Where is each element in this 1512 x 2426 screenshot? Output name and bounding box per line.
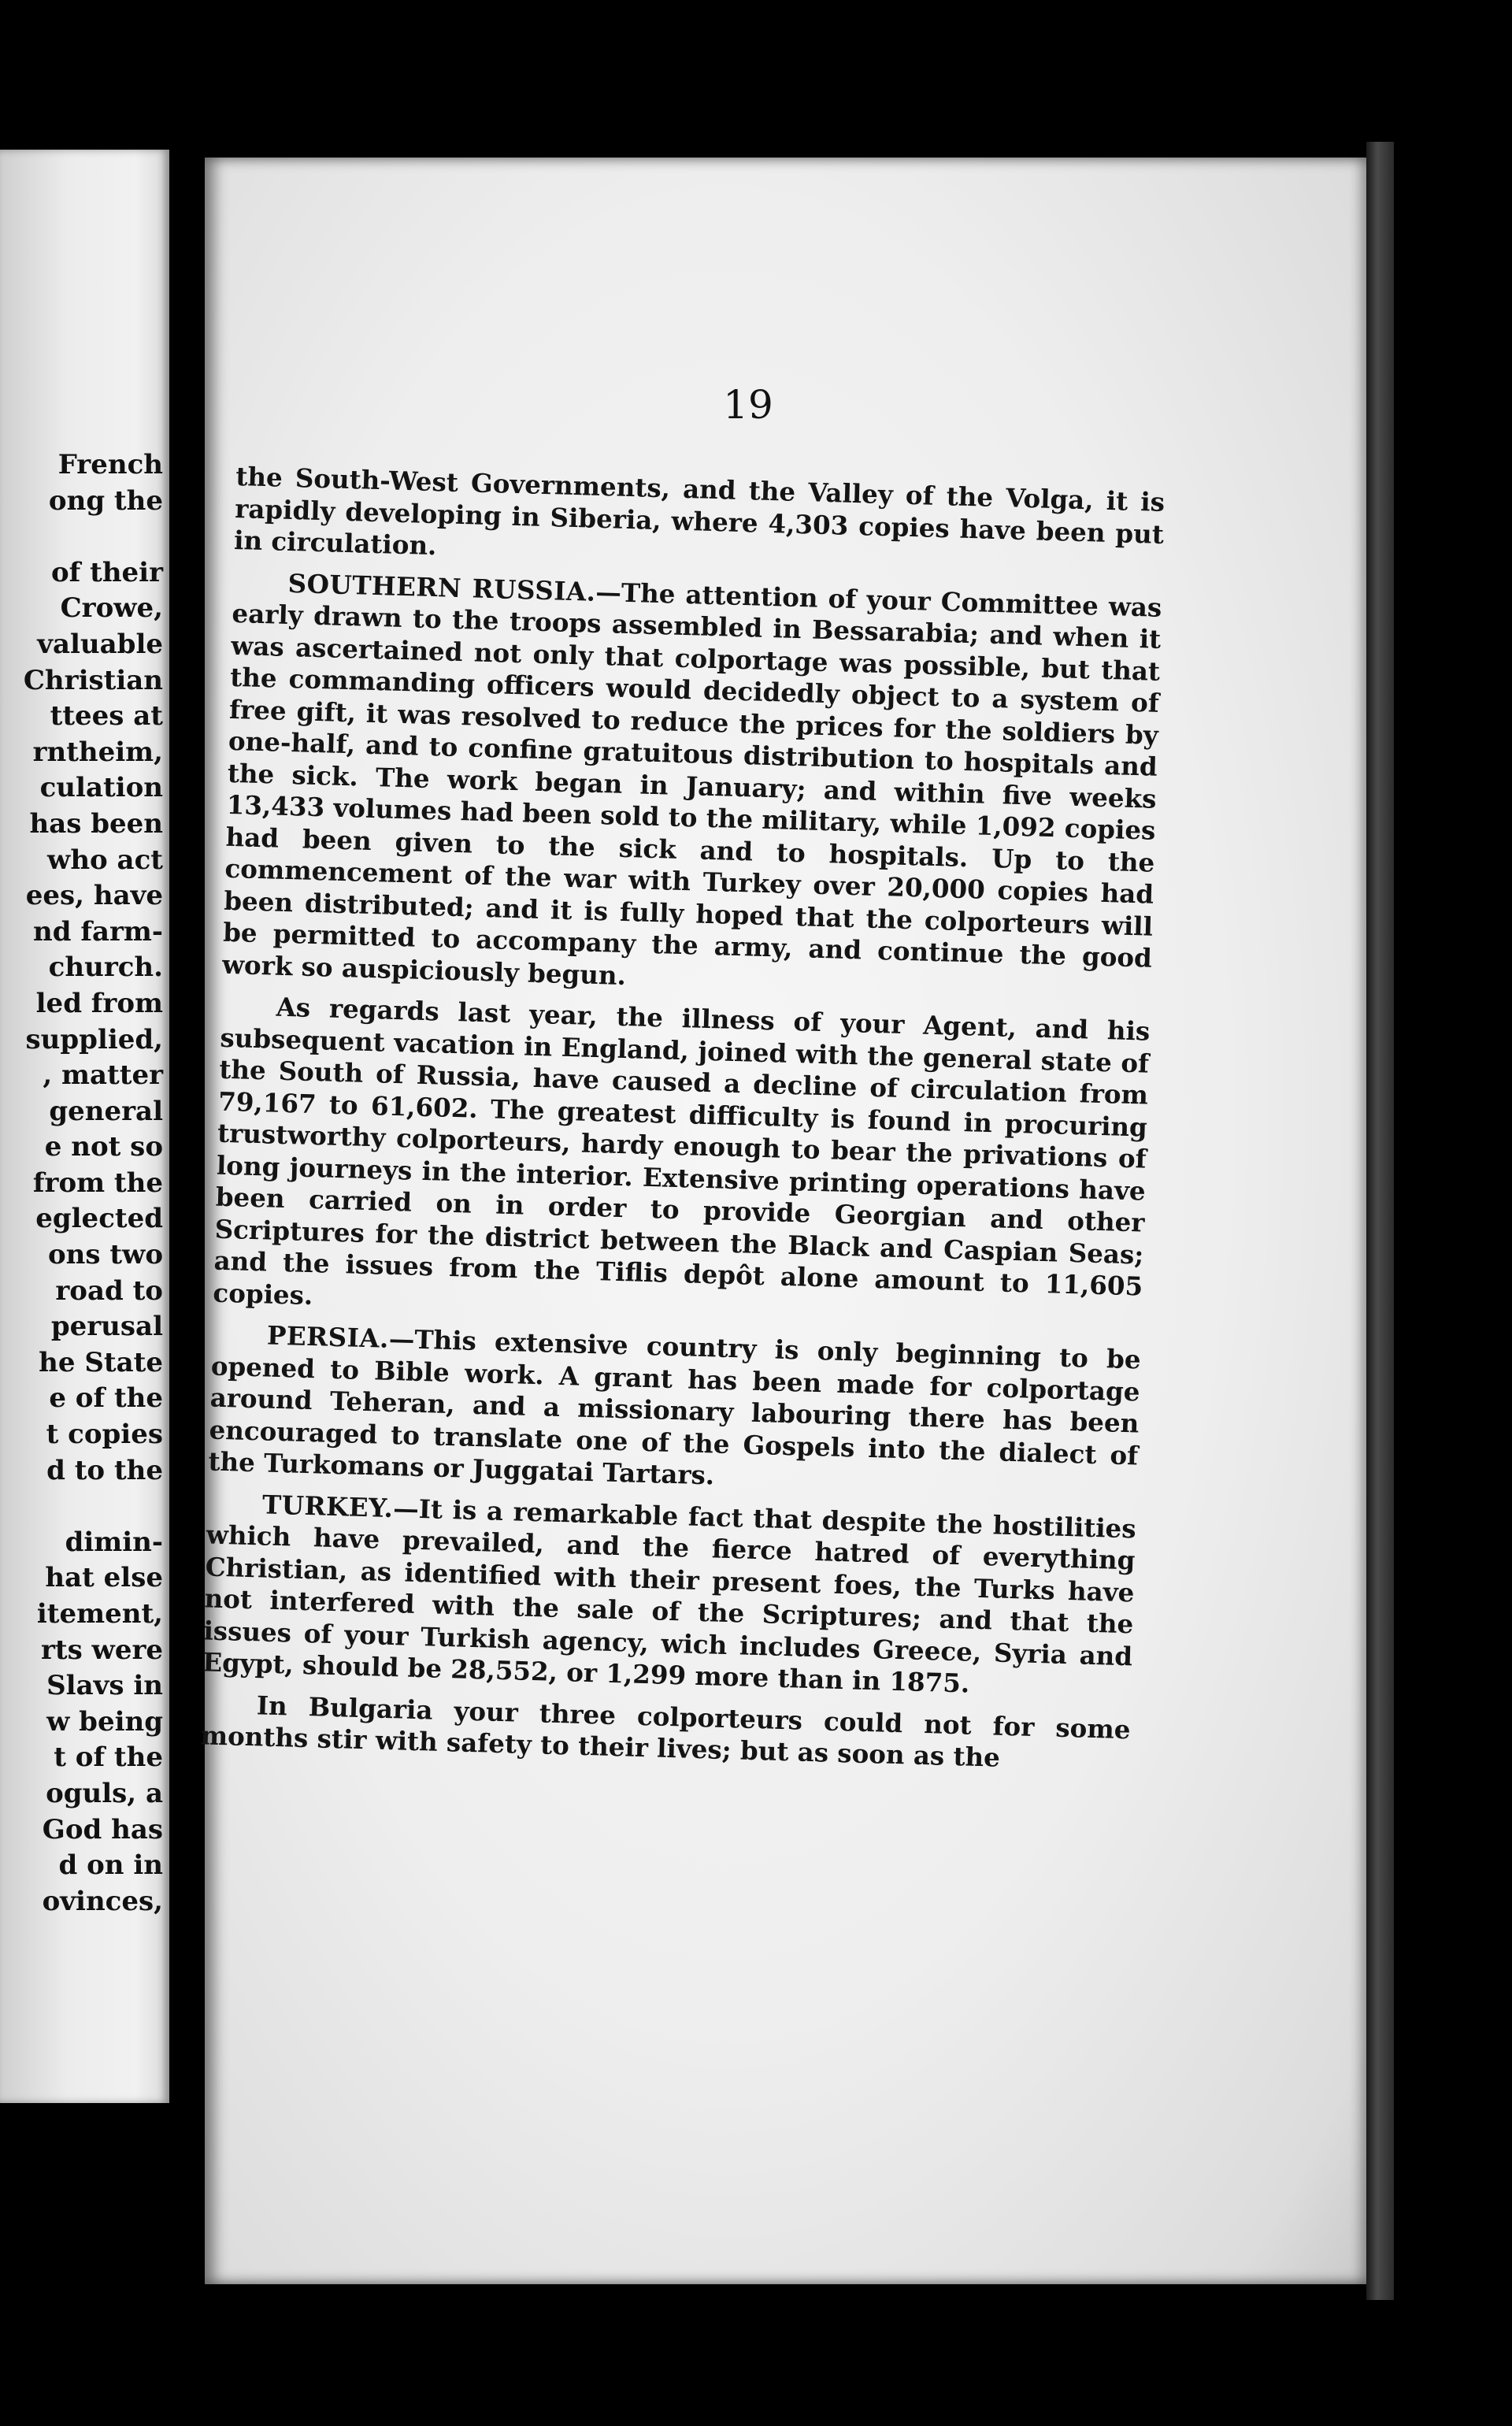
left-page-line: oguls, a <box>46 1777 163 1809</box>
left-page-line: Christian <box>23 664 163 696</box>
left-page-line: he State <box>39 1346 163 1378</box>
left-page-line: dimin- <box>65 1526 163 1558</box>
paragraph-text: the South-West Governments, and the Valley of the Volga, it is rapidly developing in Siberia, where 4,303 copies have been put in circulation. <box>233 461 1166 562</box>
left-page-line: Crowe, <box>60 592 163 625</box>
left-page-line: has been <box>29 807 163 840</box>
left-page-line: e of the <box>49 1382 163 1415</box>
left-page-line: of their <box>50 556 163 588</box>
left-page-line: ees, have <box>25 880 163 912</box>
left-page-line: eglected <box>35 1203 163 1235</box>
page-number: 19 <box>723 382 773 428</box>
left-page-line: ong the <box>48 484 163 517</box>
left-page-line: led from <box>35 987 163 1019</box>
left-page-line: e not so <box>44 1131 163 1163</box>
paragraph-last-year <box>213 990 1151 1335</box>
left-page-line: ovinces, <box>42 1885 163 1917</box>
left-page-line: general <box>49 1095 163 1127</box>
paragraph-southern-russia <box>222 566 1162 1006</box>
left-page-line: d on in <box>58 1849 163 1882</box>
body-text <box>200 461 1166 1787</box>
paragraph-text: —This extensive country is only beginning to be opened to Bible work. A grant has been made for colportage around Teheran, and a missionary labouring there has been encouraged to translate one of the Gospels into the dialect of the Turkomans or Juggatai Tartars. <box>207 1322 1142 1491</box>
left-page-line: , matter <box>43 1059 163 1092</box>
left-page-line: perusal <box>50 1311 163 1343</box>
main-page <box>200 158 1366 2284</box>
left-page-line: ttees at <box>50 700 163 733</box>
left-page-line: Slavs in <box>46 1670 163 1702</box>
section-heading-persia: PERSIA. <box>266 1319 390 1354</box>
paragraph-text: —The attention of your Committee was early drawn to the troops assembled in Bessarabia; and when it was ascertained not only that colportage was possible, but that the commanding officers would decidedly object to a system of free gift, it was resolved to reduce the prices for the soldiers by one-half, and to confine gratuitous distribution to hospitals and the sick. The work began in January; and within five weeks 13,433 volumes had been sold to the military, while 1,092 copies had been given to the sick and to hospitals. Up to the commencement of the war with Turkey over 20,000 copies had been distributed; and it is fully hoped that the colporteurs will be permitted to accompany the army, and continue the good work so auspiciously begun. <box>221 576 1162 991</box>
left-page-line: church. <box>48 951 163 984</box>
paragraph-text: In Bulgaria your three colporteurs could not for some months stir with safety to their lives; but as soon as the <box>200 1689 1132 1773</box>
left-page-line: nd farm- <box>33 915 163 948</box>
left-page-line: valuable <box>37 628 163 660</box>
paragraph-text: As regards last year, the illness of your Agent, and his subsequent vacation in England, joined with the general state of the South of Russia, have caused a decline of circulation from 79,167 to 61,602. The greatest difficulty is found in procuring trustworthy colporteurs, hardy enough to bear the privations of long journeys in the interior. Extensive printing operations have been carried on in order to provide Georgian and other Scriptures for the district between the Black and Caspian Seas; and the issues from the Tiflis depôt alone amount to 11,605 copies. <box>212 991 1151 1311</box>
left-page-line: French <box>57 449 163 480</box>
left-page-line: hat else <box>45 1562 163 1594</box>
left-page-line: who act <box>47 844 163 876</box>
left-facing-page <box>0 150 169 2103</box>
left-page-line <box>0 519 163 555</box>
left-page-line: road to <box>55 1274 163 1307</box>
left-page-text-fragments <box>0 447 163 1920</box>
left-page-line: God has <box>42 1813 163 1845</box>
scan-background <box>1394 0 1512 2426</box>
left-page-line: itement, <box>36 1598 163 1630</box>
paragraph-text: —It is a remarkable fact that despite the hostilities which have prevailed, and the fierce hatred of everything Christian, as identified with their present foes, the Turks have not interfered with the sale of the Scriptures; and that the issues of your Turkish agency, wich includes Greece, Syria and Egypt, should be 28,552, or 1,299 more than in 1875. <box>202 1492 1137 1699</box>
left-page-line: ons two <box>47 1239 163 1271</box>
left-page-line: culation <box>39 772 163 804</box>
left-page-line: d to the <box>46 1454 163 1486</box>
left-page-line <box>0 1489 163 1525</box>
paragraph-turkey <box>202 1487 1136 1705</box>
left-page-line: rts were <box>40 1634 163 1666</box>
left-page-line: t copies <box>46 1419 163 1451</box>
left-page-line: w being <box>46 1705 163 1738</box>
book-gutter <box>169 134 205 2150</box>
book-fore-edge <box>1366 142 1394 2300</box>
left-page-line: from the <box>32 1167 163 1199</box>
paragraph-bulgaria <box>200 1688 1131 1778</box>
paragraph-persia <box>208 1319 1141 1504</box>
left-page-line: supplied, <box>25 1023 163 1055</box>
left-page-line: rntheim, <box>32 736 163 768</box>
section-heading-southern-russia: SOUTHERN RUSSIA. <box>287 567 597 607</box>
paragraph-1 <box>234 461 1166 582</box>
section-heading-turkey: TURKEY. <box>261 1488 394 1523</box>
left-page-line: t of the <box>54 1742 163 1774</box>
